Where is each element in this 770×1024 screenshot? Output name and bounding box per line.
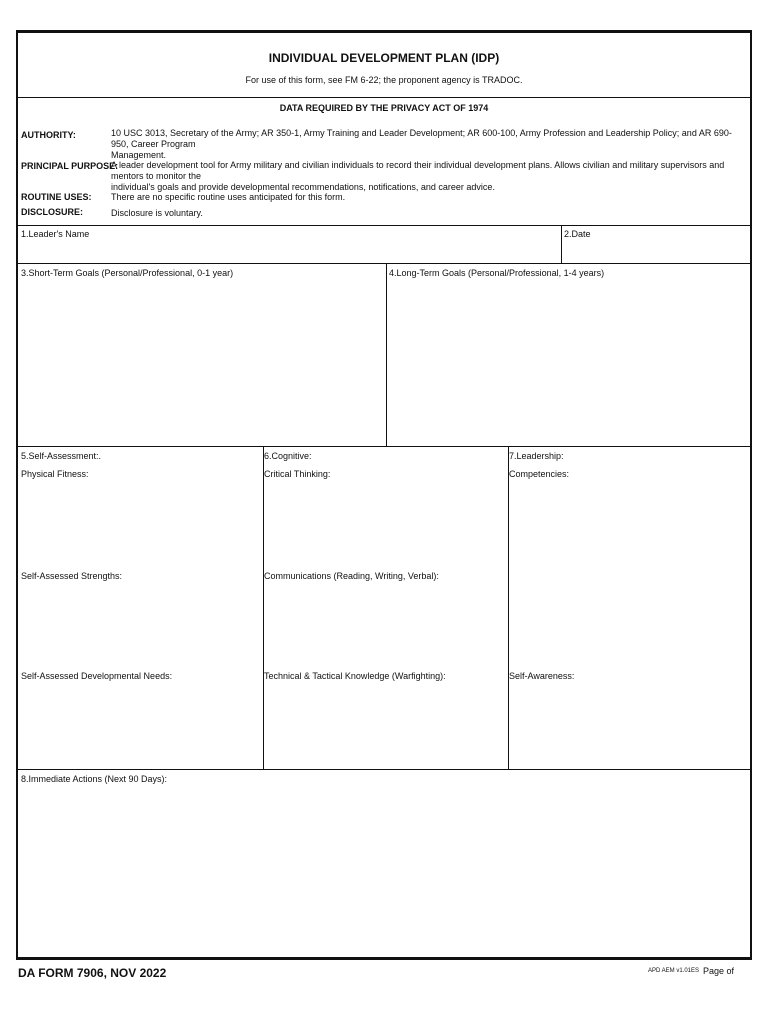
idp-form bbox=[16, 30, 752, 960]
divider bbox=[18, 97, 750, 98]
critical-thinking-label: Critical Thinking: bbox=[264, 469, 331, 479]
cognitive-label: 6.Cognitive: bbox=[264, 451, 312, 461]
immediate-actions-label: 8.Immediate Actions (Next 90 Days): bbox=[21, 774, 168, 784]
dev-needs-field[interactable] bbox=[18, 685, 263, 768]
dev-needs-label: Self-Assessed Developmental Needs: bbox=[21, 671, 173, 681]
competencies-label: Competencies: bbox=[509, 469, 570, 479]
physical-fitness-field[interactable] bbox=[18, 483, 263, 567]
purpose-text bbox=[111, 160, 741, 193]
short-term-goals-label: 3.Short-Term Goals (Personal/Professional, 0-1 year) bbox=[21, 268, 234, 278]
page-number: Page of bbox=[703, 966, 735, 976]
date-field[interactable] bbox=[562, 225, 750, 263]
competencies-field[interactable] bbox=[509, 483, 750, 667]
strengths-label: Self-Assessed Strengths: bbox=[21, 571, 123, 581]
physical-fitness-label: Physical Fitness: bbox=[21, 469, 89, 479]
disclosure-label: DISCLOSURE: bbox=[21, 207, 84, 217]
form-subtitle: For use of this form, see FM 6-22; the proponent agency is TRADOC. bbox=[245, 75, 523, 85]
leaders-name-field[interactable] bbox=[18, 225, 561, 263]
form-id: DA FORM 7906, NOV 2022 bbox=[18, 966, 167, 980]
authority-label: AUTHORITY: bbox=[21, 130, 76, 140]
purpose-label: PRINCIPAL PURPOSE: bbox=[21, 161, 119, 171]
self-assessment-label: 5.Self-Assessment:. bbox=[21, 451, 102, 461]
self-awareness-label: Self-Awareness: bbox=[509, 671, 575, 681]
short-term-goals-field[interactable] bbox=[18, 283, 386, 445]
authority-line: 10 USC 3013, Secretary of the Army; AR 350-1, Army Training and Leader Development; AR 600-100, Army Profession and Leadership Policy; and AR 690-950, Career Program bbox=[111, 128, 732, 149]
date-label: 2.Date bbox=[564, 229, 591, 239]
routine-uses-label: ROUTINE USES: bbox=[21, 192, 92, 202]
self-awareness-field[interactable] bbox=[509, 685, 750, 768]
divider bbox=[18, 263, 750, 264]
privacy-heading: DATA REQUIRED BY THE PRIVACY ACT OF 1974 bbox=[279, 103, 489, 113]
long-term-goals-label: 4.Long-Term Goals (Personal/Professional, 1-4 years) bbox=[389, 268, 605, 278]
form-code: APD AEM v1.01ES bbox=[648, 968, 700, 974]
communications-field[interactable] bbox=[264, 585, 508, 667]
immediate-actions-field[interactable] bbox=[18, 789, 750, 957]
technical-tactical-field[interactable] bbox=[264, 685, 508, 768]
leadership-label: 7.Leadership: bbox=[509, 451, 564, 461]
long-term-goals-field[interactable] bbox=[387, 283, 750, 445]
form-title: INDIVIDUAL DEVELOPMENT PLAN (IDP) bbox=[268, 51, 500, 65]
critical-thinking-field[interactable] bbox=[264, 483, 508, 567]
technical-tactical-label: Technical & Tactical Knowledge (Warfighting): bbox=[264, 671, 446, 681]
authority-text bbox=[111, 128, 741, 161]
purpose-line: A leader development tool for Army military and civilian individuals to record their individual development plans. Allows civilian and military supervisors and mentors to monitor the bbox=[111, 160, 725, 181]
routine-uses-text: There are no specific routine uses anticipated for this form. bbox=[111, 192, 346, 202]
leaders-name-label: 1.Leader's Name bbox=[21, 229, 90, 239]
strengths-field[interactable] bbox=[18, 585, 263, 667]
authority-line: Management. bbox=[111, 150, 167, 160]
divider bbox=[18, 446, 750, 447]
purpose-line: individual's goals and provide developmental recommendations, notifications, and career advice. bbox=[111, 182, 495, 192]
communications-label: Communications (Reading, Writing, Verbal): bbox=[264, 571, 439, 581]
divider bbox=[18, 769, 750, 770]
disclosure-text: Disclosure is voluntary. bbox=[111, 208, 203, 218]
